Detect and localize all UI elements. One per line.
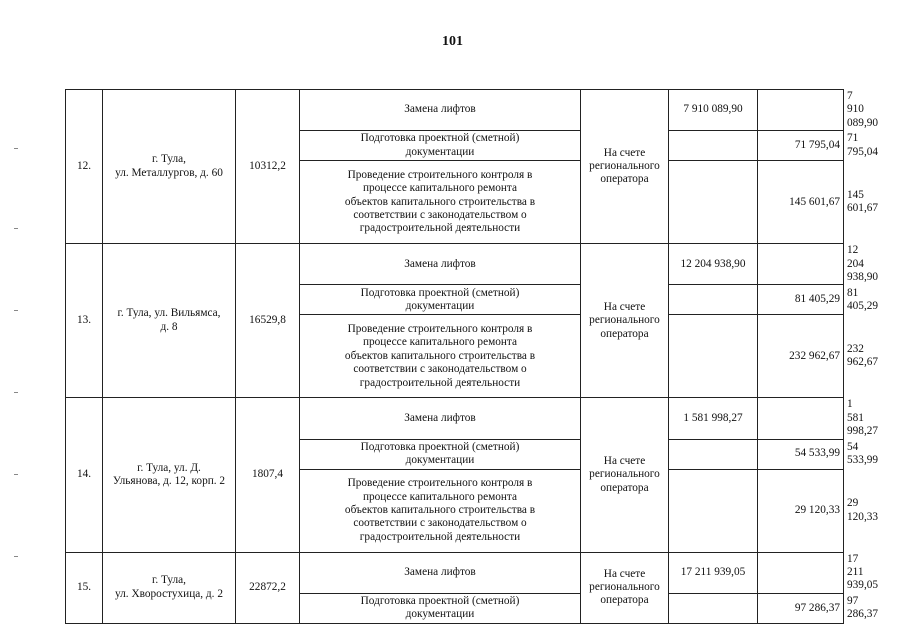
- operator-cell: [581, 244, 669, 398]
- work-name-line: документации: [405, 454, 475, 467]
- amount-cell: [758, 90, 844, 131]
- address-line: Ульянова, д. 12, корп. 2: [112, 475, 226, 488]
- row-number: 15.: [66, 552, 103, 623]
- work-name: [300, 593, 581, 623]
- amount-cell: 12 204 938,90: [669, 244, 758, 285]
- work-name-line: градостроительной деятельности: [359, 376, 521, 389]
- area-cell: 16529,8: [236, 244, 300, 398]
- amount-cell: [758, 244, 844, 285]
- amount-cell: [669, 315, 758, 398]
- work-name: Замена лифтов: [300, 90, 581, 131]
- amount-cell: [669, 285, 758, 315]
- total-line: 17 211: [847, 552, 864, 579]
- total-line: 939,05: [847, 579, 879, 592]
- work-name: [300, 131, 581, 161]
- operator-cell: [581, 90, 669, 244]
- table-row: Проведение строительного контроля в процессе капитального ремонта объектов капитального строительства в соответствии с законодательством о градостроительной деятельности 29 120,33 29 120,33: [66, 469, 844, 552]
- work-name-line: документации: [405, 608, 475, 621]
- work-name-line: процессе капитального ремонта: [362, 182, 518, 195]
- margin-mark: [14, 148, 18, 149]
- margin-mark: [14, 310, 18, 311]
- address-cell: [103, 244, 236, 398]
- total-line: 12 204: [847, 244, 864, 270]
- work-name-line: объектов капитального строительства в: [344, 349, 536, 362]
- work-name-line: объектов капитального строительства в: [344, 503, 536, 516]
- address-cell: [103, 90, 236, 244]
- area-cell: 1807,4: [236, 398, 300, 552]
- row-number: 12.: [66, 90, 103, 244]
- amount-cell: [669, 131, 758, 161]
- address-line: г. Тула, ул. Вильямса,: [117, 307, 221, 320]
- work-name: [300, 439, 581, 469]
- work-name-line: процессе капитального ремонта: [362, 490, 518, 503]
- table-row: Подготовка проектной (сметной) документации 54 533,99 54 533,99: [66, 439, 844, 469]
- operator-line: На счете: [603, 567, 646, 580]
- work-name-line: Подготовка проектной (сметной): [360, 440, 520, 453]
- amount-cell: [669, 161, 758, 244]
- work-name-line: соответствии с законодательством о: [353, 363, 527, 376]
- work-name-line: процессе капитального ремонта: [362, 336, 518, 349]
- work-name-line: Подготовка проектной (сметной): [360, 132, 520, 145]
- operator-line: На счете: [603, 146, 646, 159]
- margin-mark: [14, 392, 18, 393]
- amount-cell: 97 286,37: [758, 593, 844, 623]
- work-name-line: градостроительной деятельности: [359, 222, 521, 235]
- work-name-line: соответствии с законодательством о: [353, 208, 527, 221]
- amount-cell: 71 795,04: [758, 131, 844, 161]
- operator-line: оператора: [600, 481, 649, 494]
- table-row: Проведение строительного контроля в процессе капитального ремонта объектов капитального строительства в соответствии с законодательством о градостроительной деятельности 232 962,67 232 962,67: [66, 315, 844, 398]
- address-line: ул. Хворостухица, д. 2: [115, 587, 223, 600]
- work-name: [300, 285, 581, 315]
- row-number: 14.: [66, 398, 103, 552]
- margin-mark: [14, 556, 18, 557]
- margin-mark: [14, 228, 18, 229]
- operator-cell: [581, 398, 669, 552]
- work-name-line: Подготовка проектной (сметной): [360, 594, 520, 607]
- amount-cell: [669, 439, 758, 469]
- work-name: Замена лифтов: [300, 552, 581, 593]
- address-line: г. Тула,: [152, 574, 186, 587]
- operator-line: оператора: [600, 173, 649, 186]
- row-number: 13.: [66, 244, 103, 398]
- work-name-line: документации: [405, 145, 475, 158]
- amount-cell: 81 405,29: [758, 285, 844, 315]
- amount-cell: 232 962,67: [758, 315, 844, 398]
- operator-line: регионального: [589, 159, 660, 172]
- work-name-line: Подготовка проектной (сметной): [360, 286, 520, 299]
- area-cell: 10312,2: [236, 90, 300, 244]
- address-line: ул. Металлургов, д. 60: [115, 166, 223, 179]
- amount-cell: 29 120,33: [758, 469, 844, 552]
- address-line: д. 8: [160, 320, 178, 333]
- work-name-line: документации: [405, 299, 475, 312]
- table-row: Подготовка проектной (сметной) документации 81 405,29 81 405,29: [66, 285, 844, 315]
- address-line: г. Тула, ул. Д.: [137, 461, 201, 474]
- operator-line: оператора: [600, 594, 649, 607]
- table-row: [66, 244, 844, 285]
- operator-line: регионального: [589, 468, 660, 481]
- work-name-line: Проведение строительного контроля в: [347, 477, 533, 490]
- work-name: [300, 315, 581, 398]
- amount-cell: 1 581 998,27: [669, 398, 758, 439]
- table-row: Подготовка проектной (сметной) документации 97 286,37 97 286,37: [66, 593, 844, 623]
- address-cell: [103, 398, 236, 552]
- page-number: 101: [442, 34, 463, 49]
- work-name: Замена лифтов: [300, 398, 581, 439]
- repair-works-table: [65, 89, 879, 624]
- work-name: [300, 469, 581, 552]
- amount-cell: 145 601,67: [758, 161, 844, 244]
- margin-mark: [14, 474, 18, 475]
- area-cell: 22872,2: [236, 552, 300, 623]
- amount-cell: 17 211 939,05: [669, 552, 758, 593]
- address-line: г. Тула,: [152, 153, 186, 166]
- total-line: 938,90: [847, 271, 879, 284]
- amount-cell: [758, 398, 844, 439]
- amount-cell: [758, 552, 844, 593]
- work-name-line: соответствии с законодательством о: [353, 517, 527, 530]
- table-row: 12. г. Тула, ул. Металлургов, д. 60 10312,2 Замена лифтов На счете регионального оператора 7 910 089,90 7 910 089,90: [66, 90, 844, 131]
- table-row: Проведение строительного контроля в процессе капитального ремонта объектов капитального строительства в соответствии с законодательством о градостроительной деятельности 145 601,67 145 601,67: [66, 161, 844, 244]
- work-name-line: Проведение строительного контроля в: [347, 322, 533, 335]
- operator-line: На счете: [603, 454, 646, 467]
- amount-cell: 54 533,99: [758, 439, 844, 469]
- work-name-line: объектов капитального строительства в: [344, 195, 536, 208]
- operator-line: оператора: [600, 327, 649, 340]
- work-name-line: Проведение строительного контроля в: [347, 168, 533, 181]
- operator-line: На счете: [603, 300, 646, 313]
- work-name: Замена лифтов: [300, 244, 581, 285]
- table-row: Подготовка проектной (сметной) документации 71 795,04 71 795,04: [66, 131, 844, 161]
- amount-cell: 7 910 089,90: [669, 90, 758, 131]
- table-row: 14. г. Тула, ул. Д. Ульянова, д. 12, корп. 2 1807,4 Замена лифтов На счете регионального оператора 1 581 998,27 1 581 998,27: [66, 398, 844, 439]
- amount-cell: [669, 469, 758, 552]
- address-cell: [103, 552, 236, 623]
- work-name: [300, 161, 581, 244]
- table-row: [66, 552, 844, 593]
- work-name-line: градостроительной деятельности: [359, 530, 521, 543]
- operator-line: регионального: [589, 581, 660, 594]
- operator-line: регионального: [589, 314, 660, 327]
- amount-cell: [669, 593, 758, 623]
- operator-cell: [581, 552, 669, 623]
